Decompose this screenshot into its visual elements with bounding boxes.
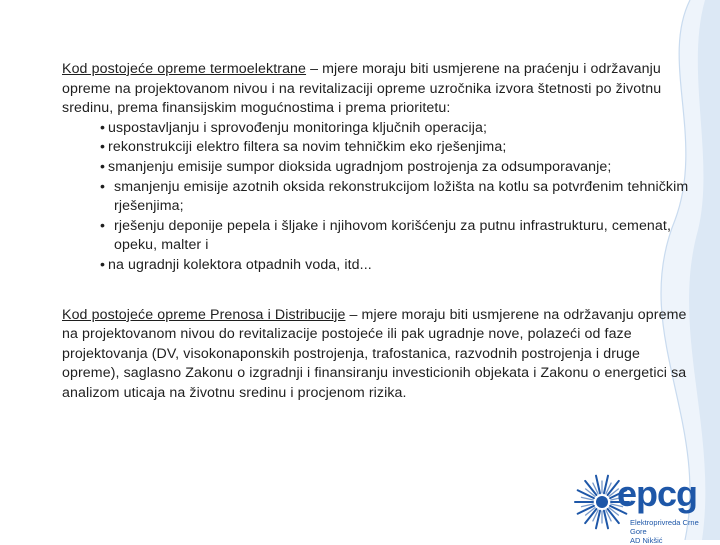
section-heading: Kod postojeće opreme termoelektrane [62,61,307,77]
logo-wordmark: epcg [617,473,698,514]
section-transmission-distribution [62,306,692,404]
section-text: – mjere moraju biti usmjerene na održavanju opreme na projektovanom nivou do revitalizacije postojeće ili pak ugradnje nove, polazeći od faze projektovanja (DV, visokonaponskih postrojenja, trafostanica, razvodnih postrojenja i druge opreme), saglasno Zakonu o izgradnji i finansiranju investicionih objekata i Zakonu o energetici sa analizom uticaja na životnu sredinu i procjenom rizika. [62,306,687,401]
logo-subtitle [630,518,717,545]
bullet-item: • na ugradnji kolektora otpadnih voda, itd... [100,256,692,276]
bullet-item: • uspostavljanju i sprovođenju monitoringa ključnih operacija; [100,119,692,139]
bullet-item: • smanjenju emisije azotnih oksida rekonstrukcijom ložišta na kotlu sa potvrđenim tehničkim rješenjima; [100,178,692,217]
section-thermal-plant [62,60,692,119]
epcg-logo [572,472,717,545]
bullet-item: • rekonstrukciji elektro filtera sa novim tehničkim eko rješenjima; [100,138,692,158]
section-heading: Kod postojeće opreme Prenosa i Distribucije [62,306,346,323]
logo-subtitle-line: Elektroprivreda Crne Gore [630,518,699,536]
bullet-item: • smanjenju emisije sumpor dioksida ugradnjom postrojenja za odsumporavanje; [100,158,692,178]
section-text: – mjere moraju biti usmjerene na praćenju i održavanju opreme na projektovanom nivou i na revitalizaciji opreme uzročnika izvora štetnosti po životnu sredinu, prema finansijskim mogućnostima i prema prioritetu: [62,61,662,117]
logo-subtitle-line: AD Nikšić [630,536,663,545]
bullet-list [62,119,692,276]
bullet-item: • rješenju deponije pepela i šljake i njihovom korišćenju za putnu infrastrukturu, cemenat, opeku, malter i [100,217,692,256]
slide-content [62,60,692,404]
